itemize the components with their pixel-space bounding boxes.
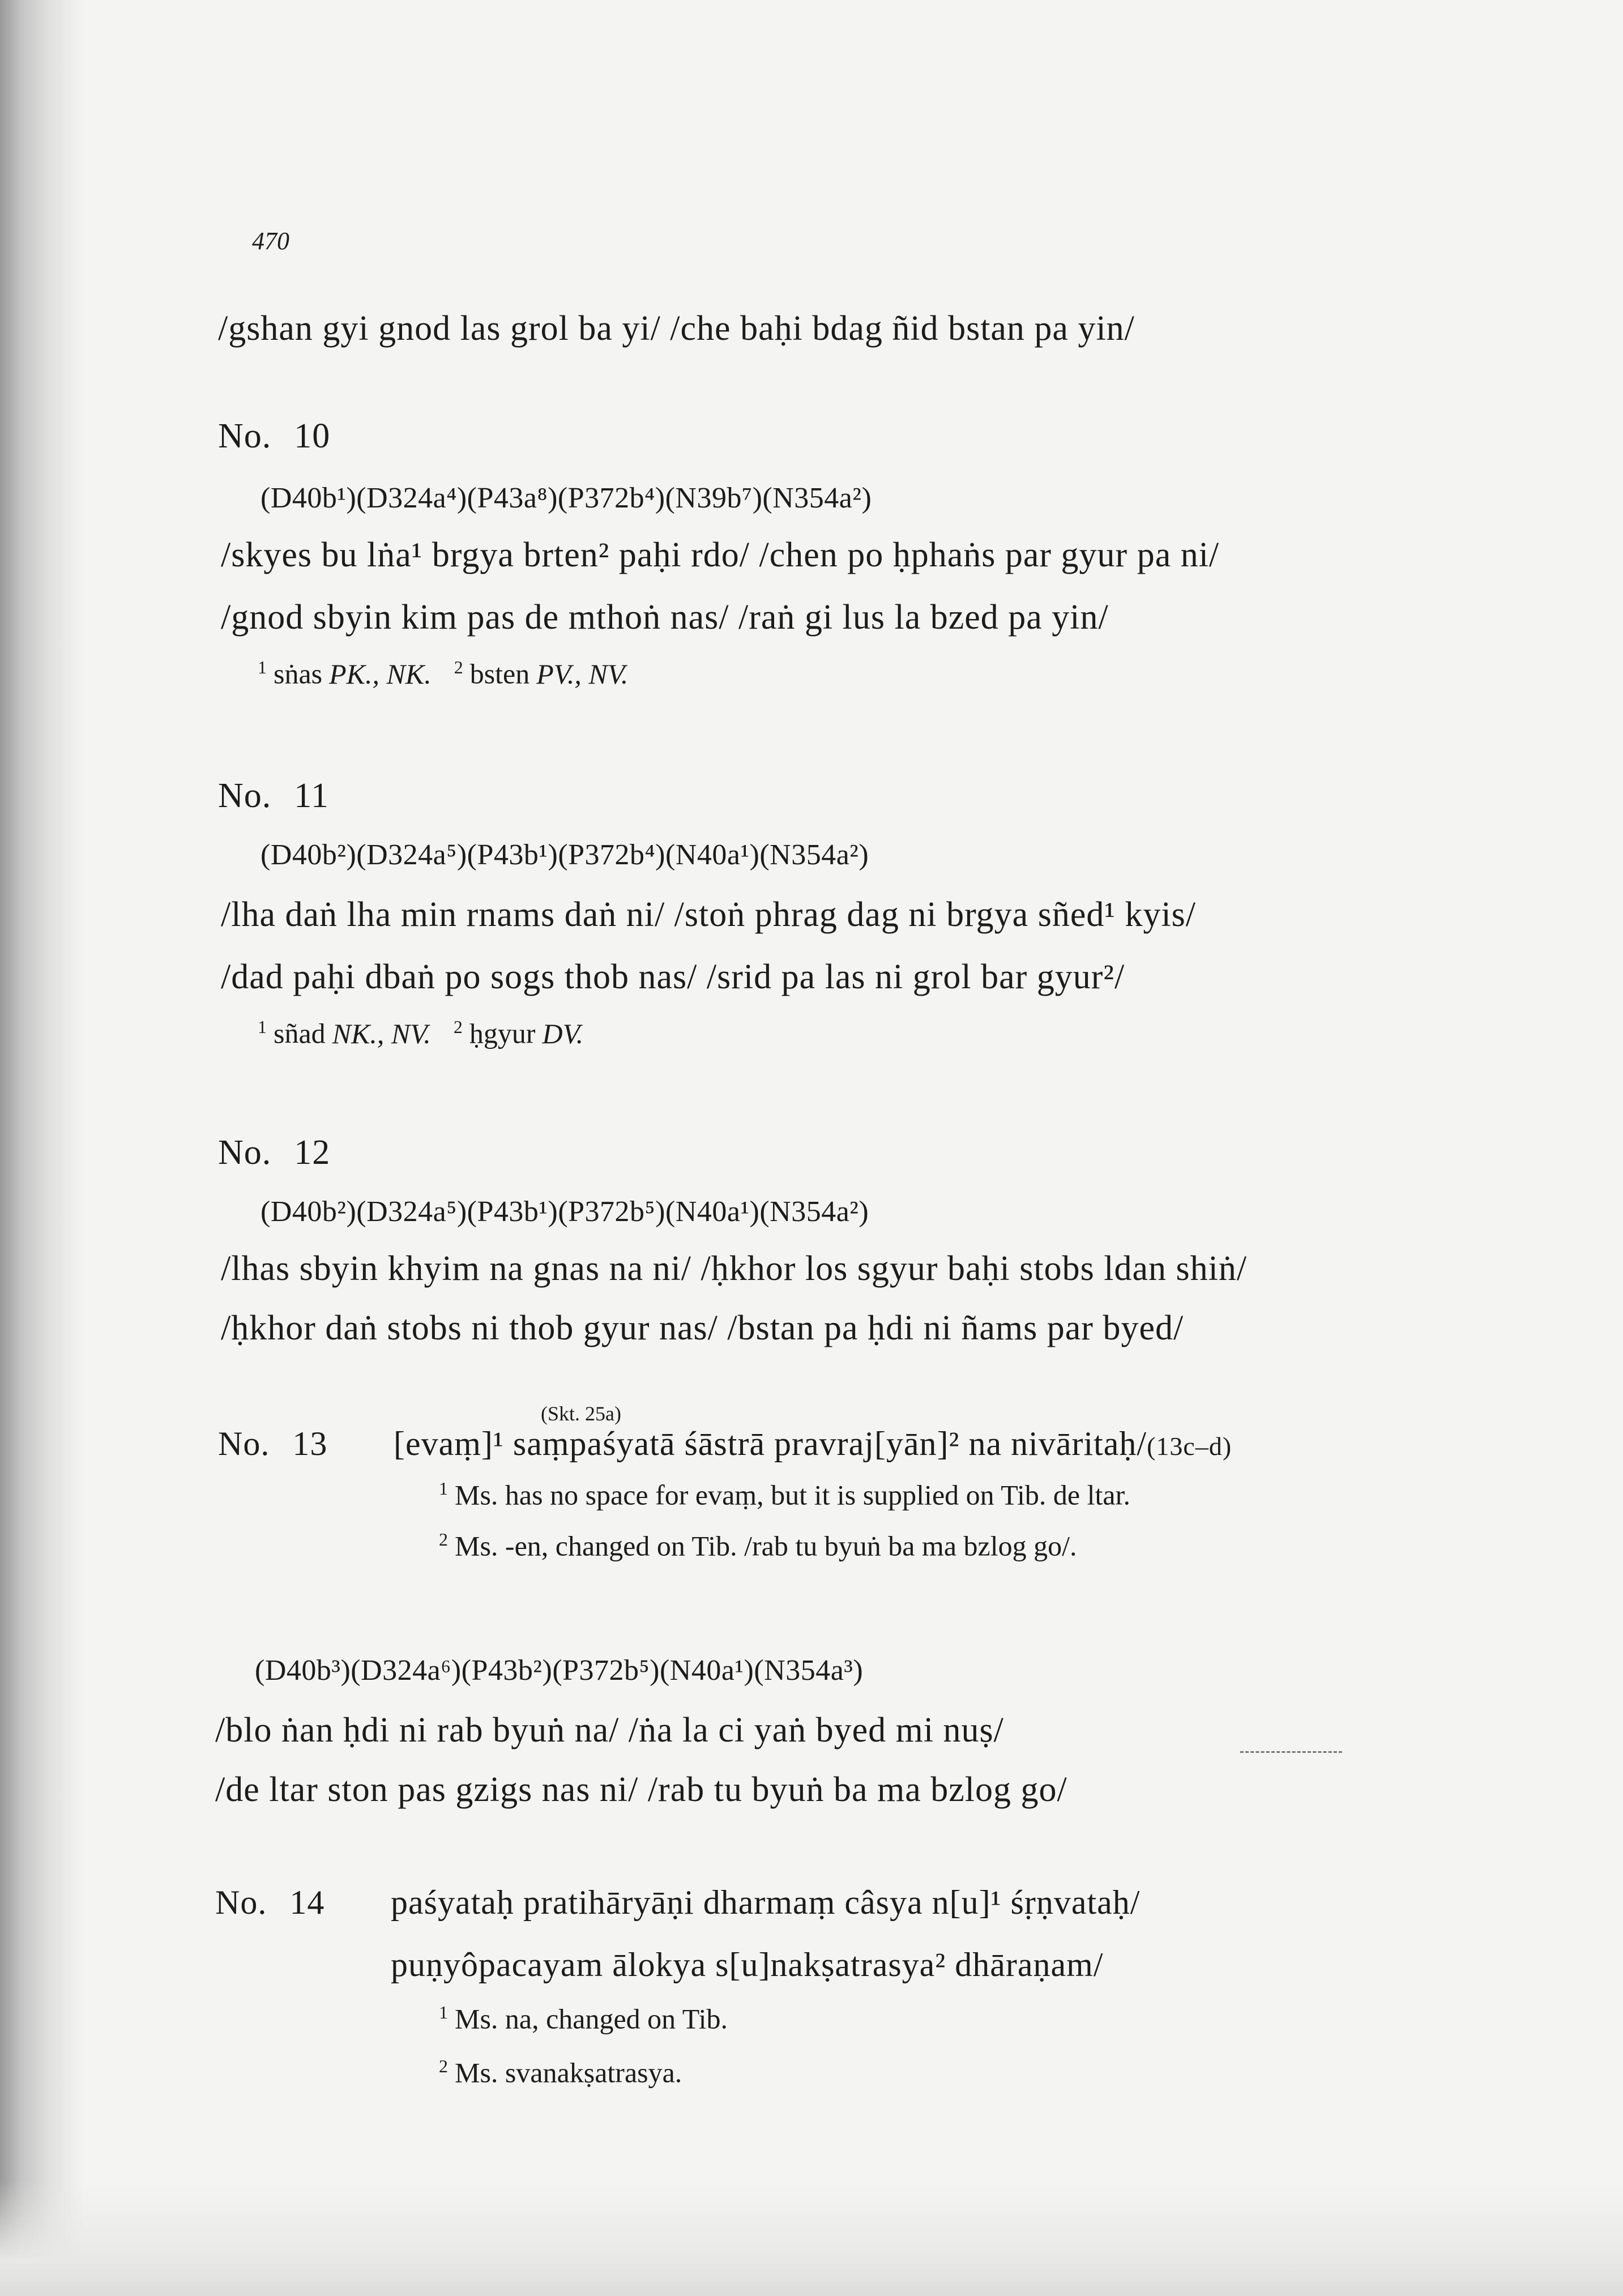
entry-11-refs: (D40b²)(D324a⁵)(P43b¹)(P372b⁴)(N40a¹)(N354a²) — [260, 839, 869, 871]
entry-13-line-1: /blo ṅan ḥdi ni rab byuṅ na/ /ṅa la ci yaṅ byed mi nuṣ/ — [215, 1711, 1004, 1749]
note-text: Ms. -en, changed on Tib. /rab tu byuṅ ba ma bzlog go/. — [455, 1530, 1077, 1562]
entry-10-line-1: /skyes bu lṅa¹ brgya brten² paḥi rdo/ /chen po ḥphaṅs par gyur pa ni/ — [221, 536, 1220, 574]
page-number: 470 — [252, 227, 289, 255]
scan-shadow-edge — [0, 0, 85, 2296]
note-source: NK., NV. — [332, 1017, 431, 1049]
note-source: PV., NV. — [536, 658, 629, 690]
entry-label: No. — [218, 1133, 272, 1172]
skt-text: paśyataḥ pratihāryāṇi dharmaṃ câsya n[u]¹ śṛṇvataḥ/ — [391, 1884, 1141, 1921]
entry-11-line-1: /lha daṅ lha min rnams daṅ ni/ /stoṅ phrag dag ni brgya sñed¹ kyis/ — [221, 895, 1197, 934]
entry-13-skt-line — [218, 1424, 1232, 1463]
entry-number: 14 — [289, 1884, 325, 1921]
entry-14-skt-note-2 — [439, 2056, 682, 2089]
note-source: PK., NK. — [329, 658, 432, 690]
entry-11-notes — [258, 1017, 583, 1050]
entry-14-skt-line-2: puṇyôpacayam ālokya s[u]nakṣatrasya² dhāraṇam/ — [391, 1946, 1104, 1983]
entry-label: No. — [218, 1425, 270, 1462]
note-marker: 2 — [439, 2056, 448, 2076]
note-marker: 1 — [258, 1017, 267, 1037]
entry-number: 11 — [294, 776, 329, 815]
note-marker: 2 — [439, 1529, 448, 1550]
note-text: Ms. na, changed on Tib. — [455, 2003, 728, 2035]
note-text: sñad — [274, 1017, 326, 1049]
entry-heading-10 — [218, 416, 330, 456]
entry-13-skt-note-2 — [439, 1529, 1077, 1563]
entry-10-line-2: /gnod sbyin kim pas de mthoṅ nas/ /raṅ gi lus la bzed pa yin/ — [221, 598, 1109, 637]
note-text: bsten — [469, 658, 530, 690]
entry-label: No. — [215, 1884, 267, 1921]
entry-10-refs: (D40b¹)(D324a⁴)(P43a⁸)(P372b⁴)(N39b⁷)(N354a²) — [260, 482, 872, 514]
note-text: ḥgyur — [469, 1017, 536, 1049]
entry-13-skt-folio: (Skt. 25a) — [541, 1402, 621, 1425]
entry-13-refs: (D40b³)(D324a⁶)(P43b²)(P372b⁵)(N40a¹)(N354a³) — [255, 1654, 864, 1687]
entry-number: 10 — [294, 417, 331, 455]
verse-ref: (13c–d) — [1147, 1432, 1232, 1461]
entry-12-refs: (D40b²)(D324a⁵)(P43b¹)(P372b⁵)(N40a¹)(N354a²) — [260, 1196, 869, 1228]
note-marker: 2 — [454, 657, 463, 677]
note-marker: 1 — [439, 2002, 448, 2022]
entry-12-line-2: /ḥkhor daṅ stobs ni thob gyur nas/ /bstan pa ḥdi ni ñams par byed/ — [221, 1309, 1184, 1347]
skt-text: [evaṃ]¹ saṃpaśyatā śāstrā pravraj[yān]² na nivāritaḥ/ — [394, 1425, 1147, 1462]
note-marker: 1 — [439, 1478, 448, 1499]
entry-14-skt-line-1 — [215, 1883, 1140, 1922]
note-marker: 1 — [258, 657, 267, 677]
entry-label: No. — [218, 417, 272, 455]
entry-number: 12 — [294, 1133, 331, 1172]
note-marker: 2 — [453, 1017, 463, 1037]
entry-heading-11 — [218, 776, 329, 816]
note-text: Ms. svanakṣatrasya. — [455, 2056, 682, 2089]
note-source: DV. — [542, 1017, 584, 1049]
entry-number: 13 — [292, 1425, 328, 1462]
entry-label: No. — [218, 776, 272, 815]
note-text: sṅas — [274, 658, 323, 690]
entry-13-skt-note-1 — [439, 1478, 1130, 1512]
entry-11-line-2: /dad paḥi dbaṅ po sogs thob nas/ /srid pa las ni grol bar gyur²/ — [221, 958, 1125, 996]
note-text: Ms. has no space for evaṃ, but it is supplied on Tib. de ltar. — [455, 1479, 1130, 1511]
opening-verse-line: /gshan gyi gnod las grol ba yi/ /che baḥi bdag ñid bstan pa yin/ — [218, 309, 1135, 348]
scan-shadow-bottom — [0, 2180, 1623, 2296]
entry-12-line-1: /lhas sbyin khyim na gnas na ni/ /ḥkhor los sgyur baḥi stobs ldan shiṅ/ — [221, 1249, 1248, 1288]
entry-14-skt-note-1 — [439, 2002, 728, 2035]
entry-heading-12 — [218, 1133, 330, 1173]
dashed-rule — [1240, 1751, 1342, 1753]
entry-13-line-2: /de ltar ston pas gzigs nas ni/ /rab tu byuṅ ba ma bzlog go/ — [215, 1770, 1067, 1809]
entry-10-notes — [258, 657, 628, 690]
